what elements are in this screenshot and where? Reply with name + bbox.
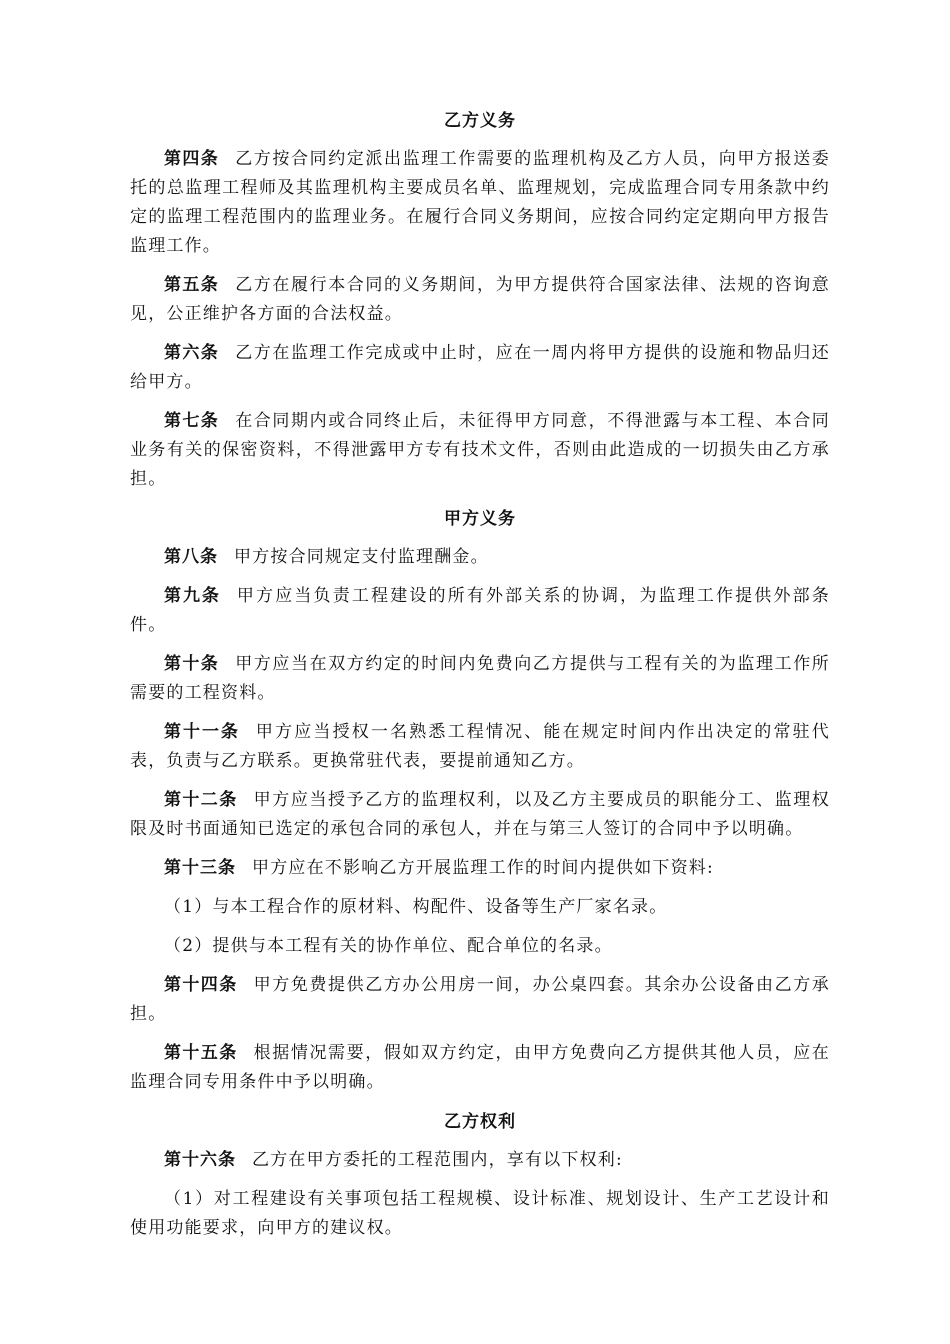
article-13 bbox=[130, 854, 830, 883]
article-text: 乙方按合同约定派出监理工作需要的监理机构及乙方人员，向甲方报送委托的总监理工程师及其监理机构主要成员名单、监理规划，完成监理合同专用条款中约定的监理工程范围内的监理业务。在履行合同义务期间，应按合同约定定期向甲方报告监理工作。 bbox=[130, 149, 830, 256]
article-13-item-2: （2）提供与本工程有关的协作单位、配合单位的名录。 bbox=[164, 936, 613, 956]
article-label: 第六条 bbox=[164, 343, 220, 363]
article-label: 第七条 bbox=[164, 411, 220, 431]
document-page bbox=[130, 96, 830, 1253]
article-text: 甲方应在不影响乙方开展监理工作的时间内提供如下资料: bbox=[252, 858, 714, 878]
article-label: 第十一条 bbox=[164, 722, 240, 742]
article-label: 第十四条 bbox=[164, 975, 238, 995]
section-title-party-b-rights: 乙方权利 bbox=[444, 1112, 516, 1132]
article-label: 第四条 bbox=[164, 149, 220, 169]
article-text: 甲方应当在双方约定的时间内免费向乙方提供与工程有关的为监理工作所需要的工程资料。 bbox=[130, 654, 830, 703]
article-7 bbox=[130, 407, 830, 494]
article-5 bbox=[130, 271, 830, 329]
article-label: 第五条 bbox=[164, 275, 220, 295]
article-text: 乙方在监理工作完成或中止时，应在一周内将甲方提供的设施和物品归还给甲方。 bbox=[130, 343, 830, 392]
article-11 bbox=[130, 718, 830, 776]
article-4 bbox=[130, 145, 830, 261]
article-label: 第十六条 bbox=[164, 1150, 236, 1170]
article-label: 第九条 bbox=[164, 586, 221, 606]
article-text: 甲方按合同规定支付监理酬金。 bbox=[234, 547, 489, 567]
section-title-party-a-obligations: 甲方义务 bbox=[444, 509, 516, 529]
article-label: 第十三条 bbox=[164, 858, 236, 878]
article-16 bbox=[130, 1146, 830, 1175]
article-text: 乙方在履行本合同的义务期间，为甲方提供符合国家法律、法规的咨询意见，公正维护各方面的合法权益。 bbox=[130, 275, 830, 324]
article-9 bbox=[130, 582, 830, 640]
article-6 bbox=[130, 339, 830, 397]
article-text: 在合同期内或合同终止后，未征得甲方同意，不得泄露与本工程、本合同业务有关的保密资料，不得泄露甲方专有技术文件，否则由此造成的一切损失由乙方承担。 bbox=[130, 411, 830, 489]
article-13-item-1: （1）与本工程合作的原材料、构配件、设备等生产厂家名录。 bbox=[164, 897, 668, 917]
article-label: 第十二条 bbox=[164, 790, 238, 810]
article-label: 第八条 bbox=[164, 547, 218, 567]
article-text: 甲方应当授权一名熟悉工程情况、能在规定时间内作出决定的常驻代表，负责与乙方联系。更换常驻代表，要提前通知乙方。 bbox=[130, 722, 831, 771]
article-text: 根据情况需要，假如双方约定，由甲方免费向乙方提供其他人员，应在监理合同专用条件中予以明确。 bbox=[130, 1043, 830, 1092]
section-title-party-b-obligations: 乙方义务 bbox=[444, 111, 516, 131]
article-12 bbox=[130, 786, 830, 844]
article-10 bbox=[130, 650, 830, 708]
article-text: 甲方应当授予乙方的监理权利，以及乙方主要成员的职能分工、监理权限及时书面通知已选定的承包合同的承包人，并在与第三人签订的合同中予以明确。 bbox=[130, 790, 830, 839]
article-text: 乙方在甲方委托的工程范围内，享有以下权利: bbox=[252, 1150, 623, 1170]
article-label: 第十五条 bbox=[164, 1043, 238, 1063]
article-14 bbox=[130, 971, 830, 1029]
article-text: 甲方应当负责工程建设的所有外部关系的协调，为监理工作提供外部条件。 bbox=[130, 586, 830, 635]
article-text: 甲方免费提供乙方办公用房一间，办公桌四套。其余办公设备由乙方承担。 bbox=[130, 975, 830, 1024]
article-8 bbox=[130, 543, 830, 572]
article-15 bbox=[130, 1039, 830, 1097]
article-16-item-1: （1）对工程建设有关事项包括工程规模、设计标准、规划设计、生产工艺设计和使用功能要求，向甲方的建议权。 bbox=[130, 1189, 830, 1238]
article-label: 第十条 bbox=[164, 654, 220, 674]
